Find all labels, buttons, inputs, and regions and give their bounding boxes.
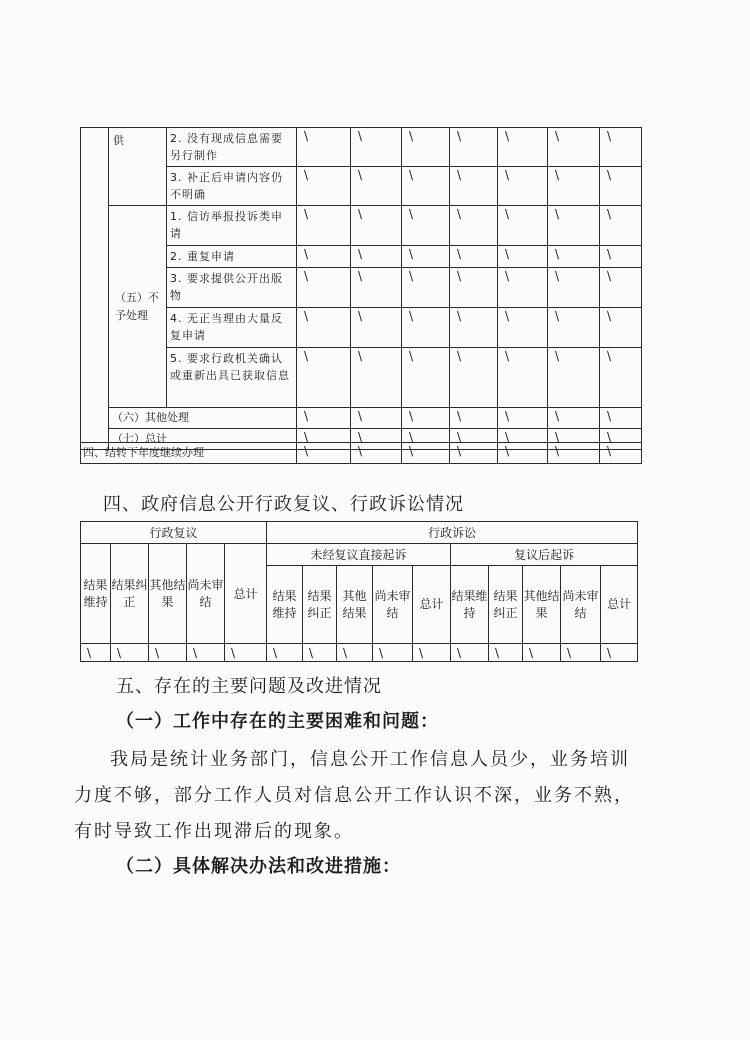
table-row — [81, 206, 642, 246]
value-cell: \ — [402, 268, 450, 308]
value-cell: \ — [600, 128, 642, 167]
value-cell: \ — [450, 128, 498, 167]
value-cell: \ — [548, 443, 600, 464]
after-review-header: 复议后起诉 — [451, 544, 638, 566]
value-cell: \ — [548, 348, 600, 408]
value-cell: \ — [600, 443, 642, 464]
value-cell: \ — [111, 644, 149, 662]
value-cell: \ — [548, 206, 600, 246]
value-cell: \ — [297, 443, 351, 464]
review-col-header: 结果纠正 — [111, 544, 149, 644]
value-cell: \ — [450, 348, 498, 408]
value-cell: \ — [498, 348, 548, 408]
carry-over-label: 四、结转下年度继续办理 — [81, 443, 297, 464]
value-cell: \ — [548, 128, 600, 167]
value-cell: \ — [351, 246, 402, 268]
value-cell: \ — [402, 308, 450, 348]
value-cell: \ — [498, 246, 548, 268]
table-row — [81, 128, 642, 167]
value-cell: \ — [413, 644, 451, 662]
value-cell: \ — [600, 268, 642, 308]
category-cell: （五）不予处理 — [109, 206, 167, 408]
table-row — [81, 408, 642, 429]
value-cell: \ — [450, 429, 498, 450]
value-cell: \ — [548, 167, 600, 206]
value-cell: \ — [498, 128, 548, 167]
value-cell: \ — [498, 167, 548, 206]
review-header: 行政复议 — [81, 522, 267, 544]
value-cell: \ — [402, 429, 450, 450]
value-cell: \ — [600, 167, 642, 206]
value-cell: \ — [402, 128, 450, 167]
value-cell: \ — [450, 443, 498, 464]
after-col-header: 总计 — [601, 566, 638, 644]
direct-col-header: 其他结果 — [337, 566, 373, 644]
subsection-1-title: （一）工作中存在的主要困难和问题： — [116, 711, 439, 732]
table-row — [81, 443, 642, 464]
value-cell: \ — [297, 206, 351, 246]
value-cell: \ — [402, 167, 450, 206]
value-cell: \ — [600, 408, 642, 429]
value-cell: \ — [297, 128, 351, 167]
problem-paragraph: 我局是统计业务部门，信息公开工作信息人员少，业务培训力度不够，部分工作人员对信息公开工作认识不深，业务不熟，有时导致工作出现滞后的现象。 — [74, 749, 634, 842]
direct-col-header: 尚未审结 — [373, 566, 413, 644]
total-label: （七）总计 — [109, 429, 297, 450]
value-cell: \ — [450, 167, 498, 206]
value-cell: \ — [561, 644, 601, 662]
section-4-title: 四、政府信息公开行政复议、行政诉讼情况 — [103, 494, 464, 515]
after-col-header: 结果纠正 — [489, 566, 523, 644]
value-cell: \ — [451, 644, 489, 662]
value-cell: \ — [373, 644, 413, 662]
value-cell: \ — [267, 644, 303, 662]
value-cell: \ — [337, 644, 373, 662]
value-cell: \ — [498, 443, 548, 464]
direct-suit-header: 未经复议直接起诉 — [267, 544, 451, 566]
value-cell: \ — [351, 268, 402, 308]
value-cell: \ — [225, 644, 267, 662]
value-cell: \ — [498, 206, 548, 246]
item-label: 5. 要求行政机关确认或重新出具已获取信息 — [167, 348, 297, 408]
value-cell: \ — [600, 206, 642, 246]
value-cell: \ — [297, 268, 351, 308]
section-5-title: 五、存在的主要问题及改进情况 — [116, 676, 382, 697]
value-cell: \ — [351, 443, 402, 464]
after-col-header: 其他结果 — [523, 566, 561, 644]
value-cell: \ — [523, 644, 561, 662]
value-cell: \ — [450, 206, 498, 246]
value-cell: \ — [489, 644, 523, 662]
value-cell: \ — [81, 644, 111, 662]
value-cell: \ — [303, 644, 337, 662]
carry-over-table — [80, 442, 642, 464]
value-cell: \ — [187, 644, 225, 662]
other-processing-label: （六）其他处理 — [109, 408, 297, 429]
value-cell: \ — [297, 246, 351, 268]
value-cell: \ — [402, 246, 450, 268]
value-cell: \ — [351, 167, 402, 206]
review-col-header: 尚未审结 — [187, 544, 225, 644]
value-cell: \ — [351, 308, 402, 348]
review-litigation-table — [80, 521, 638, 662]
value-cell: \ — [450, 246, 498, 268]
table-row — [81, 544, 638, 566]
direct-col-header: 结果纠正 — [303, 566, 337, 644]
value-cell: \ — [600, 348, 642, 408]
value-cell: \ — [498, 268, 548, 308]
value-cell: \ — [297, 408, 351, 429]
category-cell: 供 — [109, 128, 167, 206]
value-cell: \ — [149, 644, 187, 662]
review-col-header: 总计 — [225, 544, 267, 644]
item-label: 4. 无正当理由大量反复申请 — [167, 308, 297, 348]
processing-table — [80, 127, 642, 450]
direct-col-header: 结果维持 — [267, 566, 303, 644]
item-label: 2. 没有现成信息需要另行制作 — [167, 128, 297, 167]
value-cell: \ — [402, 348, 450, 408]
outer-indent-cell — [81, 128, 109, 450]
value-cell: \ — [351, 429, 402, 450]
value-cell: \ — [402, 443, 450, 464]
table-row — [81, 522, 638, 544]
value-cell: \ — [450, 308, 498, 348]
after-col-header: 结果维持 — [451, 566, 489, 644]
subsection-2-title: （二）具体解决办法和改进措施： — [116, 856, 401, 877]
value-cell: \ — [600, 308, 642, 348]
review-col-header: 其他结果 — [149, 544, 187, 644]
review-col-header: 结果维持 — [81, 544, 111, 644]
direct-col-header: 总计 — [413, 566, 451, 644]
after-col-header: 尚未审结 — [561, 566, 601, 644]
value-cell: \ — [548, 429, 600, 450]
value-cell: \ — [297, 167, 351, 206]
value-cell: \ — [600, 429, 642, 450]
value-cell: \ — [402, 408, 450, 429]
item-label: 3. 要求提供公开出版物 — [167, 268, 297, 308]
table-row — [81, 644, 638, 662]
value-cell: \ — [548, 268, 600, 308]
litigation-header: 行政诉讼 — [267, 522, 638, 544]
value-cell: \ — [548, 246, 600, 268]
value-cell: \ — [548, 308, 600, 348]
value-cell: \ — [402, 206, 450, 246]
value-cell: \ — [297, 429, 351, 450]
value-cell: \ — [601, 644, 638, 662]
item-label: 2. 重复申请 — [167, 246, 297, 268]
value-cell: \ — [351, 408, 402, 429]
value-cell: \ — [498, 408, 548, 429]
value-cell: \ — [351, 348, 402, 408]
value-cell: \ — [600, 246, 642, 268]
value-cell: \ — [498, 308, 548, 348]
value-cell: \ — [351, 206, 402, 246]
value-cell: \ — [498, 429, 548, 450]
item-label: 1. 信访举报投诉类申请 — [167, 206, 297, 246]
value-cell: \ — [351, 128, 402, 167]
item-label: 3. 补正后申请内容仍不明确 — [167, 167, 297, 206]
value-cell: \ — [548, 408, 600, 429]
value-cell: \ — [297, 308, 351, 348]
value-cell: \ — [297, 348, 351, 408]
value-cell: \ — [450, 408, 498, 429]
value-cell: \ — [450, 268, 498, 308]
